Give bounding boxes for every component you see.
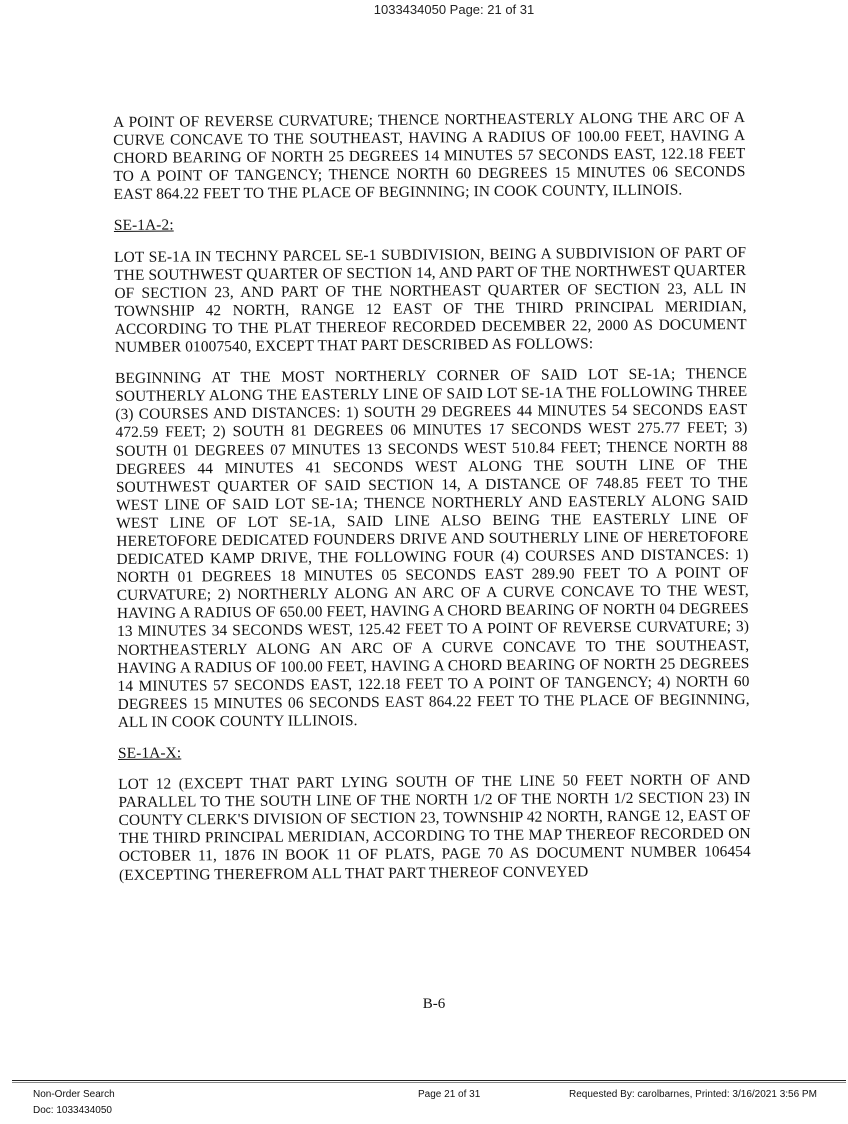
paragraph-continuation: A POINT OF REVERSE CURVATURE; THENCE NORTHEASTERLY ALONG THE ARC OF A CURVE CONCAVE TO THE SOUTHEAST, HAVING A RADIUS OF 100.00 FEET, HAVING A CHORD BEARING OF NORTH 25 DEGREES 14 MINUTES 57 SECONDS EAST, 122.18 FEET TO A POINT OF TANGENCY; THENCE NORTH 60 DEGREES 15 MINUTES 06 SECONDS EAST 864.22 FEET TO THE PLACE OF BEGINNING; IN COOK COUNTY, ILLINOIS.	[113, 109, 746, 204]
footer-divider-secondary	[12, 1082, 846, 1083]
document-body	[113, 109, 751, 898]
footer-requested-by: Requested By: carolbarnes, Printed: 3/16/2021 3:56 PM	[569, 1089, 817, 1100]
section-heading-se-1a-2: SE-1A-2:	[113, 216, 174, 235]
paragraph-exception-description: BEGINNING AT THE MOST NORTHERLY CORNER OF SAID LOT SE-1A; THENCE SOUTHERLY ALONG THE EASTERLY LINE OF SAID LOT SE-1A THE FOLLOWING THREE (3) COURSES AND DISTANCES: 1) SOUTH 29 DEGREES 44 MINUTES 54 SECONDS EAST 472.59 FEET; 2) SOUTH 81 DEGREES 06 MINUTES 17 SECONDS WEST 275.77 FEET; 3) SOUTH 01 DEGREES 07 MINUTES 13 SECONDS WEST 510.84 FEET; THENCE NORTH 88 DEGREES 44 MINUTES 41 SECONDS WEST ALONG THE SOUTH LINE OF THE SOUTHWEST QUARTER OF SAID SECTION 14, A DISTANCE OF 748.85 FEET TO THE WEST LINE OF SAID LOT SE-1A; THENCE NORTHERLY AND EASTERLY ALONG SAID WEST LINE OF LOT SE-1A, SAID LINE ALSO BEING THE EASTERLY LINE OF HERETOFORE DEDICATED FOUNDERS DRIVE AND SOUTHERLY LINE OF HERETOFORE DEDICATED KAMP DRIVE, THE FOLLOWING FOUR (4) COURSES AND DISTANCES: 1) NORTH 01 DEGREES 18 MINUTES 05 SECONDS EAST 289.90 FEET TO A POINT OF CURVATURE; 2) NORTHERLY ALONG AN ARC OF A CURVE CONCAVE TO THE WEST, HAVING A RADIUS OF 650.00 FEET, HAVING A CHORD BEARING OF NORTH 04 DEGREES 13 MINUTES 34 SECONDS WEST, 125.42 FEET TO A POINT OF REVERSE CURVATURE; 3) NORTHEASTERLY ALONG AN ARC OF A CURVE CONCAVE TO THE SOUTHEAST, HAVING A RADIUS OF 100.00 FEET, HAVING A CHORD BEARING OF NORTH 25 DEGREES 14 MINUTES 57 SECONDS EAST, 122.18 FEET TO A POINT OF TANGENCY; 4) NORTH 60 DEGREES 15 MINUTES 06 SECONDS EAST 864.22 FEET TO THE PLACE OF BEGINNING, ALL IN COOK COUNTY ILLINOIS.	[115, 365, 750, 731]
page-label: B-6	[422, 996, 446, 1012]
section-heading-se-1a-x: SE-1A-X:	[117, 744, 182, 762]
document-page-header: 1033434050 Page: 21 of 31	[373, 2, 535, 17]
paragraph-lot-12: LOT 12 (EXCEPT THAT PART LYING SOUTH OF THE LINE 50 FEET NORTH OF AND PARALLEL TO THE SOUTH LINE OF THE NORTH 1/2 OF THE NORTH 1/2 SECTION 23) IN COUNTY CLERK'S DIVISION OF SECTION 23, TOWNSHIP 42 NORTH, RANGE 12, EAST OF THE THIRD PRINCIPAL MERIDIAN, ACCORDING TO THE MAP THEREOF RECORDED ON OCTOBER 11, 1876 IN BOOK 11 OF PLATS, PAGE 70 AS DOCUMENT NUMBER 106454 (EXCEPTING THEREFROM ALL THAT PART THEREOF CONVEYED	[118, 771, 751, 884]
footer-search-type: Non-Order Search	[33, 1089, 115, 1100]
footer-divider	[12, 1080, 846, 1081]
paragraph-lot-description: LOT SE-1A IN TECHNY PARCEL SE-1 SUBDIVISION, BEING A SUBDIVISION OF PART OF THE SOUTHWEST QUARTER OF SECTION 14, AND PART OF THE NORTHWEST QUARTER OF SECTION 23, AND PART OF THE NORTHEAST QUARTER OF SECTION 23, ALL IN TOWNSHIP 42 NORTH, RANGE 12 EAST OF THE THIRD PRINCIPAL MERIDIAN, ACCORDING TO THE PLAT THEREOF RECORDED DECEMBER 22, 2000 AS DOCUMENT NUMBER 01007540, EXCEPT THAT PART DESCRIBED AS FOLLOWS:	[114, 243, 747, 357]
footer-page-count: Page 21 of 31	[418, 1089, 481, 1100]
footer-doc-number: Doc: 1033434050	[33, 1105, 112, 1116]
